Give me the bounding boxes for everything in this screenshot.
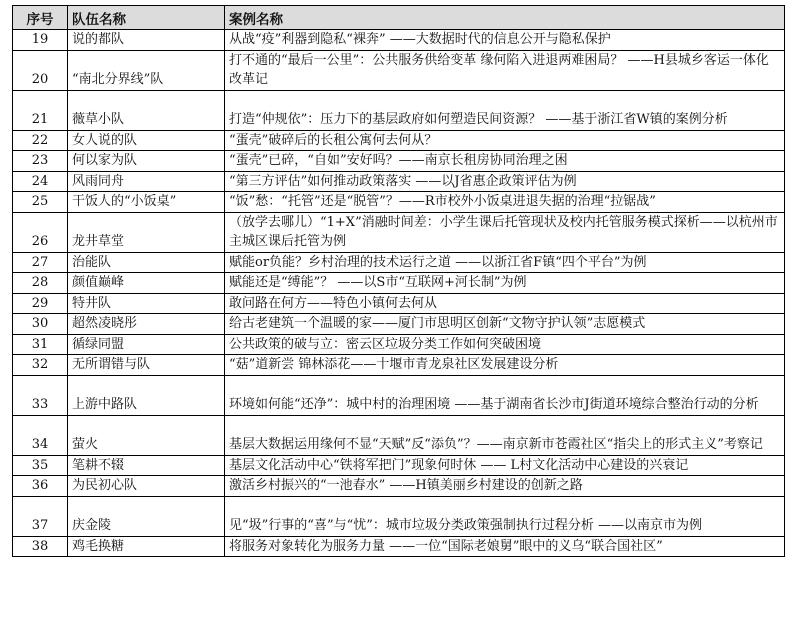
row-index: 38 bbox=[13, 536, 68, 557]
row-case-name: “饭”愁：“托管”还是“脱管”？——R市校外小饭桌进退失据的治理“拉锯战” bbox=[225, 192, 785, 213]
row-index: 20 bbox=[13, 50, 68, 90]
row-team-name: 薇草小队 bbox=[68, 90, 225, 130]
table-row bbox=[13, 314, 785, 335]
row-team-name: 为民初心队 bbox=[68, 476, 225, 497]
row-case-name: 将服务对象转化为服务力量 ——一位“国际老娘舅”眼中的义乌“联合国社区” bbox=[225, 536, 785, 557]
table-row bbox=[13, 171, 785, 192]
table-row bbox=[13, 30, 785, 51]
row-case-name: 给古老建筑一个温暖的家——厦门市思明区创新“文物守护认领”志愿模式 bbox=[225, 314, 785, 335]
row-index: 32 bbox=[13, 355, 68, 376]
row-index: 27 bbox=[13, 252, 68, 273]
row-case-name: “第三方评估”如何推动政策落实 ——以J省惠企政策评估为例 bbox=[225, 171, 785, 192]
row-case-name: （放学去哪儿）“1+X”消融时间差：小学生课后托管现状及校内托管服务模式探析——以杭州市主城区课后托管为例 bbox=[225, 212, 785, 252]
table-row bbox=[13, 334, 785, 355]
row-case-name: 赋能还是“缚能”？ ——以S市“互联网+河长制”为例 bbox=[225, 273, 785, 294]
row-index: 29 bbox=[13, 293, 68, 314]
row-team-name: 笔耕不辍 bbox=[68, 455, 225, 476]
table-body bbox=[13, 30, 785, 557]
table-row bbox=[13, 151, 785, 172]
table-row bbox=[13, 375, 785, 415]
row-index: 19 bbox=[13, 30, 68, 51]
row-case-name: 赋能or负能？乡村治理的技术运行之道 ——以浙江省F镇“四个平台”为例 bbox=[225, 252, 785, 273]
row-case-name: “蛋壳”破碎后的长租公寓何去何从？ bbox=[225, 130, 785, 151]
row-index: 30 bbox=[13, 314, 68, 335]
row-index: 34 bbox=[13, 415, 68, 455]
header-case: 案例名称 bbox=[225, 6, 785, 30]
row-index: 22 bbox=[13, 130, 68, 151]
header-index: 序号 bbox=[13, 6, 68, 30]
row-team-name: 超然凌晓彤 bbox=[68, 314, 225, 335]
row-index: 24 bbox=[13, 171, 68, 192]
row-index: 21 bbox=[13, 90, 68, 130]
row-case-name: 基层文化活动中心“铁将军把门”现象何时休 —— L村文化活动中心建设的兴衰记 bbox=[225, 455, 785, 476]
row-index: 36 bbox=[13, 476, 68, 497]
row-case-name: 敢问路在何方——特色小镇何去何从 bbox=[225, 293, 785, 314]
row-index: 33 bbox=[13, 375, 68, 415]
row-index: 37 bbox=[13, 496, 68, 536]
row-team-name: 治能队 bbox=[68, 252, 225, 273]
table-header-row bbox=[13, 6, 785, 30]
table-row bbox=[13, 496, 785, 536]
case-list-document bbox=[12, 5, 784, 557]
table-row bbox=[13, 415, 785, 455]
table-row bbox=[13, 455, 785, 476]
table-row bbox=[13, 50, 785, 90]
table-row bbox=[13, 293, 785, 314]
table-row bbox=[13, 355, 785, 376]
case-table bbox=[12, 5, 785, 557]
row-index: 26 bbox=[13, 212, 68, 252]
row-team-name: 颜值巅峰 bbox=[68, 273, 225, 294]
row-index: 28 bbox=[13, 273, 68, 294]
row-case-name: 见“圾”行事的“喜”与“忧”：城市垃圾分类政策强制执行过程分析 ——以南京市为例 bbox=[225, 496, 785, 536]
row-case-name: “菇”道新尝 锦林添花——十堰市青龙泉社区发展建设分析 bbox=[225, 355, 785, 376]
row-team-name: 庆金陵 bbox=[68, 496, 225, 536]
row-team-name: 上游中路队 bbox=[68, 375, 225, 415]
row-case-name: 从战“疫”利器到隐私“裸奔” ——大数据时代的信息公开与隐私保护 bbox=[225, 30, 785, 51]
row-team-name: 无所谓错与队 bbox=[68, 355, 225, 376]
table-row bbox=[13, 476, 785, 497]
row-team-name: 龙井草堂 bbox=[68, 212, 225, 252]
table-row bbox=[13, 273, 785, 294]
table-row bbox=[13, 130, 785, 151]
table-row bbox=[13, 192, 785, 213]
row-index: 35 bbox=[13, 455, 68, 476]
table-row bbox=[13, 252, 785, 273]
table-row bbox=[13, 536, 785, 557]
row-case-name: 打造“仲规依”：压力下的基层政府如何塑造民间资源？ ——基于浙江省W镇的案例分析 bbox=[225, 90, 785, 130]
row-index: 31 bbox=[13, 334, 68, 355]
row-case-name: 环境如何能“还净”：城中村的治理困境 ——基于湖南省长沙市J街道环境综合整治行动的分析 bbox=[225, 375, 785, 415]
row-case-name: 激活乡村振兴的“一池春水” ——H镇美丽乡村建设的创新之路 bbox=[225, 476, 785, 497]
header-team: 队伍名称 bbox=[68, 6, 225, 30]
row-team-name: 女人说的队 bbox=[68, 130, 225, 151]
table-row bbox=[13, 212, 785, 252]
row-team-name: 特井队 bbox=[68, 293, 225, 314]
row-team-name: 何以家为队 bbox=[68, 151, 225, 172]
row-team-name: 说的都队 bbox=[68, 30, 225, 51]
row-case-name: 基层大数据运用缘何不显“天赋”反“添负”？——南京新市苍霞社区“指尖上的形式主义”考察记 bbox=[225, 415, 785, 455]
row-team-name: 萤火 bbox=[68, 415, 225, 455]
row-case-name: 公共政策的破与立：密云区垃圾分类工作如何突破困境 bbox=[225, 334, 785, 355]
row-team-name: 鸡毛换糖 bbox=[68, 536, 225, 557]
row-team-name: 循绿同盟 bbox=[68, 334, 225, 355]
table-row bbox=[13, 90, 785, 130]
row-team-name: “南北分界线”队 bbox=[68, 50, 225, 90]
row-index: 25 bbox=[13, 192, 68, 213]
row-case-name: “蛋壳”已碎，“自如”安好吗？——南京长租房协同治理之困 bbox=[225, 151, 785, 172]
row-team-name: 干饭人的“小饭桌” bbox=[68, 192, 225, 213]
row-team-name: 风雨同舟 bbox=[68, 171, 225, 192]
row-index: 23 bbox=[13, 151, 68, 172]
row-case-name: 打不通的“最后一公里”：公共服务供给变革 缘何陷入进退两难困局？ ——H县城乡客运一体化改革记 bbox=[225, 50, 785, 90]
